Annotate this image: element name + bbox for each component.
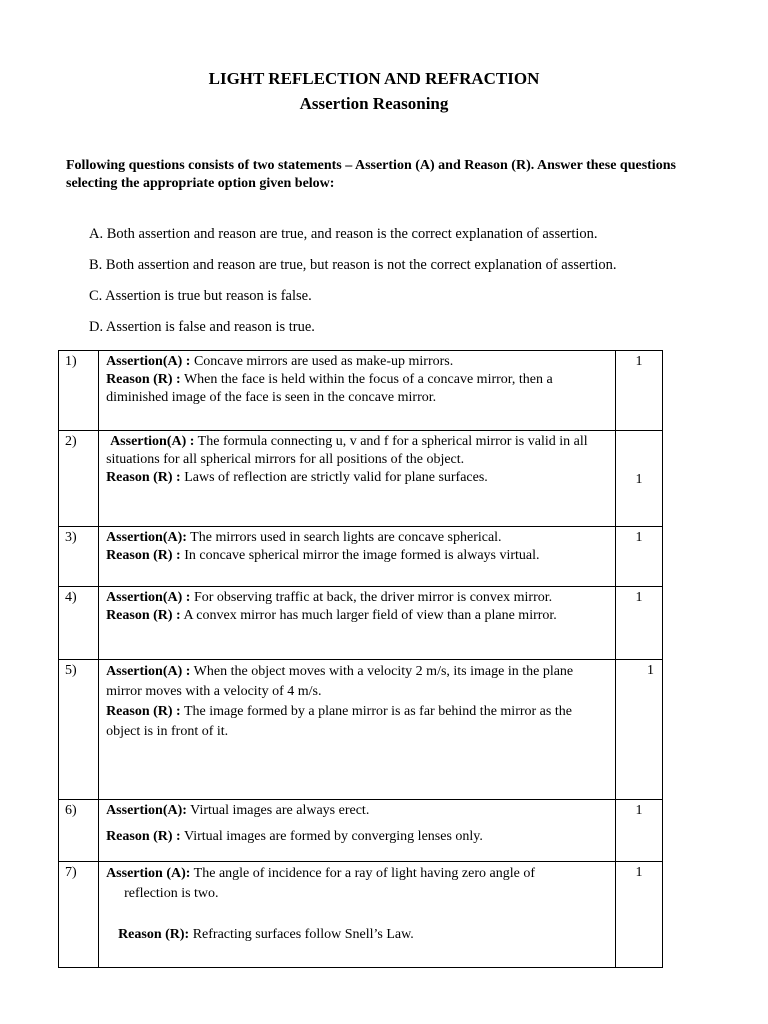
assertion-text: The mirrors used in search lights are concave spherical. [186,530,502,545]
assertion-label: Assertion(A): [106,530,187,545]
question-number: 2) [59,431,99,527]
reason-text: A convex mirror has much larger field of view than a plane mirror. [180,608,557,623]
reason-text: Laws of reflection are strictly valid for plane surfaces. [180,470,488,485]
option-b: B. Both assertion and reason are true, but reason is not the correct explanation of assertion. [89,257,617,273]
question-number: 6) [59,800,99,862]
question-body [99,351,616,431]
option-c: C. Assertion is true but reason is false. [89,288,312,304]
reason-text: When the face is held within the focus of a concave mirror, then a diminished image of the face is seen in the concave mirror. [106,372,553,405]
assertion-label: Assertion(A) : [106,590,191,605]
question-row [59,660,663,800]
question-number: 7) [59,862,99,968]
reason-label: Reason (R) : [106,470,181,485]
question-marks: 1 [615,587,662,660]
assertion-label: Assertion(A): [106,803,187,818]
assertion-text: For observing traffic at back, the driver mirror is convex mirror. [190,590,553,605]
assertion-text: Concave mirrors are used as make-up mirrors. [190,354,454,369]
question-row [59,800,663,862]
assertion-label: Assertion (A): [106,866,191,881]
reason-label: Reason (R) : [106,829,181,844]
reason-label: Reason (R) : [106,548,181,563]
assertion-label: Assertion(A) : [110,434,195,449]
reason-label: Reason (R) : [106,704,181,719]
reason-text: In concave spherical mirror the image formed is always virtual. [180,548,540,563]
instructions: Following questions consists of two statements – Assertion (A) and Reason (R). Answer these questions selecting the appropriate option given below: [66,158,676,191]
question-number: 3) [59,527,99,587]
assertion-text-continued: reflection is two. [124,886,219,901]
reason-text: Refracting surfaces follow Snell’s Law. [189,927,414,942]
questions-table [58,350,663,968]
option-a: A. Both assertion and reason are true, and reason is the correct explanation of assertion. [89,226,598,242]
assertion-label: Assertion(A) : [106,664,191,679]
question-body [99,527,616,587]
question-marks: 1 [615,431,662,527]
question-body [99,431,616,527]
assertion-text: The angle of incidence for a ray of light having zero angle of [190,866,535,881]
question-row [59,431,663,527]
question-number: 4) [59,587,99,660]
question-row [59,862,663,968]
question-row [59,587,663,660]
assertion-text: When the object moves with a velocity 2 m/s, its image in the plane mirror moves with a velocity of 4 m/s. [106,664,574,699]
reason-label: Reason (R) : [106,372,181,387]
question-marks: 1 [615,527,662,587]
question-row [59,351,663,431]
question-marks: 1 [615,862,662,968]
assertion-text: The formula connecting u, v and f for a spherical mirror is valid in all [194,434,588,449]
reason-label: Reason (R) : [106,608,181,623]
question-marks: 1 [615,351,662,431]
question-marks: 1 [615,800,662,862]
reason-text: The image formed by a plane mirror is as far behind the mirror as the object is in front of it. [106,704,572,739]
question-body [99,800,616,862]
assertion-text-continued: situations for all spherical mirrors for all positions of the object. [106,452,465,467]
assertion-text: Virtual images are always erect. [186,803,370,818]
reason-label: Reason (R): [118,927,190,942]
question-row [59,527,663,587]
question-body [99,660,616,800]
question-body [99,587,616,660]
assertion-label: Assertion(A) : [106,354,191,369]
question-number: 1) [59,351,99,431]
question-marks: 1 [615,660,662,800]
page-title: LIGHT REFLECTION AND REFRACTION [208,69,540,88]
reason-text: Virtual images are formed by converging lenses only. [180,829,483,844]
option-d: D. Assertion is false and reason is true. [89,319,315,335]
page-subtitle: Assertion Reasoning [299,94,449,113]
question-number: 5) [59,660,99,800]
question-body [99,862,616,968]
